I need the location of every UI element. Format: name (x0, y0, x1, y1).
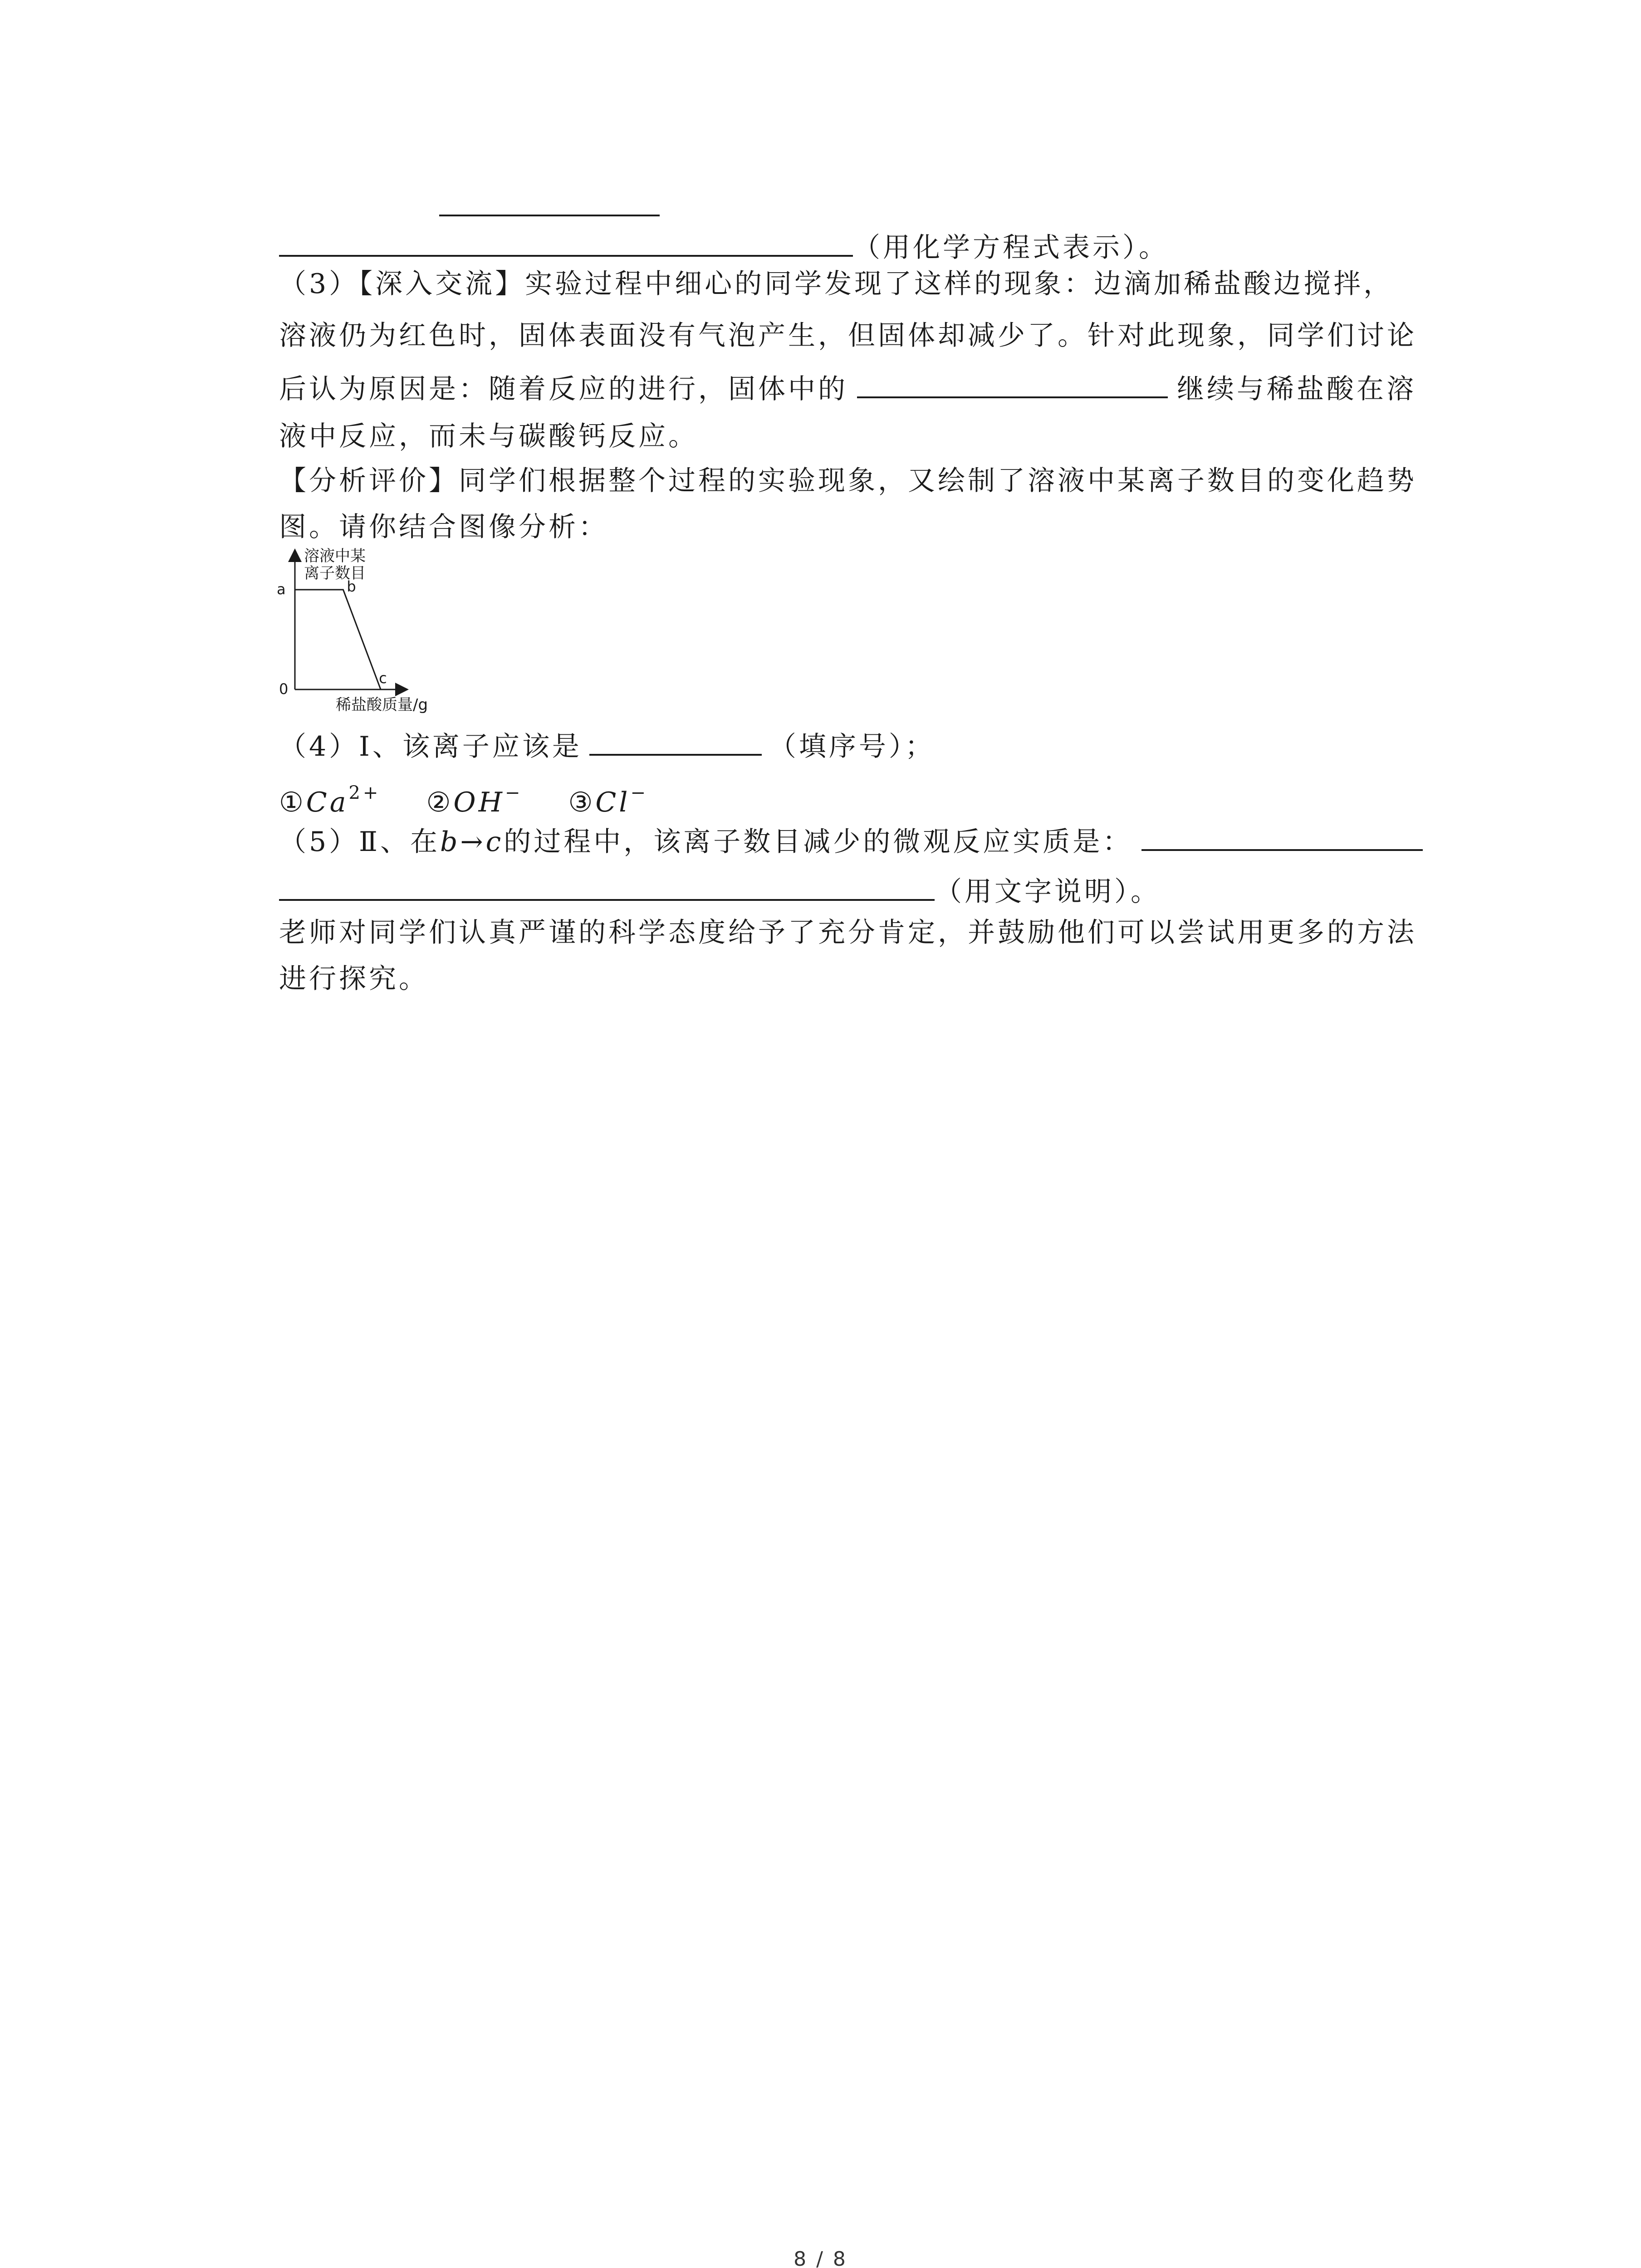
q5-line-1 (279, 821, 1423, 860)
q5-suffix: （用文字说明）。 (935, 876, 1161, 908)
ion-count-chart (268, 542, 476, 717)
page-number: 8 / 8 (794, 2248, 847, 2268)
answer-blank-essence-1[interactable] (1141, 821, 1423, 851)
q3-line-3-prefix: 后认为原因是：随着反应的进行，固体中的 (279, 373, 848, 405)
q4-options (279, 775, 648, 821)
y-axis-label-line-1: 溶液中某 (304, 547, 366, 565)
point-label-b: b (347, 578, 356, 595)
q4-suffix: （填序号）； (769, 731, 935, 763)
option-3 (568, 782, 649, 818)
option-1 (279, 782, 381, 818)
option-3-base: Cl (595, 787, 631, 818)
q3-line-3 (279, 368, 1416, 407)
option-2-base: OH (453, 787, 505, 818)
q2-suffix: （用化学方程式表示）。 (853, 232, 1169, 264)
option-1-base: Ca (306, 787, 349, 818)
q5-prefix: （5）Ⅱ、在 (279, 826, 440, 858)
series-line (295, 590, 381, 689)
q3-line-4: 液中反应，而未与碳酸钙反应。 (279, 420, 698, 452)
answer-blank-solid[interactable] (857, 368, 1168, 398)
option-2-num: ② (426, 787, 454, 818)
answer-blank-essence-2[interactable] (279, 871, 935, 901)
analysis-line-1: 【分析评价】同学们根据整个过程的实验现象，又绘制了溶液中某离子数目的变化趋势 (279, 465, 1417, 497)
y-axis-label-line-2: 离子数目 (304, 564, 366, 582)
origin-label: 0 (279, 680, 289, 698)
option-2 (426, 782, 523, 818)
chart-svg (268, 542, 476, 717)
closing-line-1: 老师对同学们认真严谨的科学态度给予了充分肯定，并鼓励他们可以尝试用更多的方法 (279, 917, 1417, 948)
answer-blank-equation[interactable] (279, 227, 853, 257)
option-1-num: ① (279, 787, 306, 818)
point-label-c: c (379, 670, 387, 687)
q3-line-2: 溶液仍为红色时，固体表面没有气泡产生，但固体却减少了。针对此现象，同学们讨论 (279, 320, 1417, 352)
x-axis-label: 稀盐酸质量/g (336, 696, 428, 714)
option-1-charge: 2+ (348, 782, 381, 803)
answer-blank-ion[interactable] (589, 726, 762, 756)
point-label-a: a (277, 581, 286, 598)
q5-arrow: → (460, 826, 486, 858)
q4-line (279, 726, 935, 765)
q5-from: b (440, 826, 460, 858)
answer-blank-top[interactable] (439, 215, 660, 216)
closing-line-2: 进行探究。 (279, 963, 429, 995)
q4-prefix: （4）Ⅰ、该离子应该是 (279, 731, 582, 763)
option-3-charge: − (630, 782, 649, 803)
q5-middle: 的过程中，该离子数目减少的微观反应实质是： (504, 826, 1133, 858)
q3-line-3-suffix: 继续与稀盐酸在溶 (1177, 373, 1416, 405)
q3-line-1: （3）【深入交流】实验过程中细心的同学发现了这样的现象：边滴加稀盐酸边搅拌， (279, 268, 1394, 300)
q5-to: c (485, 826, 504, 858)
q2-line (279, 227, 1169, 266)
option-2-charge: − (505, 782, 523, 803)
q5-line-2 (279, 871, 1161, 910)
analysis-line-2: 图。请你结合图像分析： (279, 511, 608, 543)
option-3-num: ③ (568, 787, 596, 818)
